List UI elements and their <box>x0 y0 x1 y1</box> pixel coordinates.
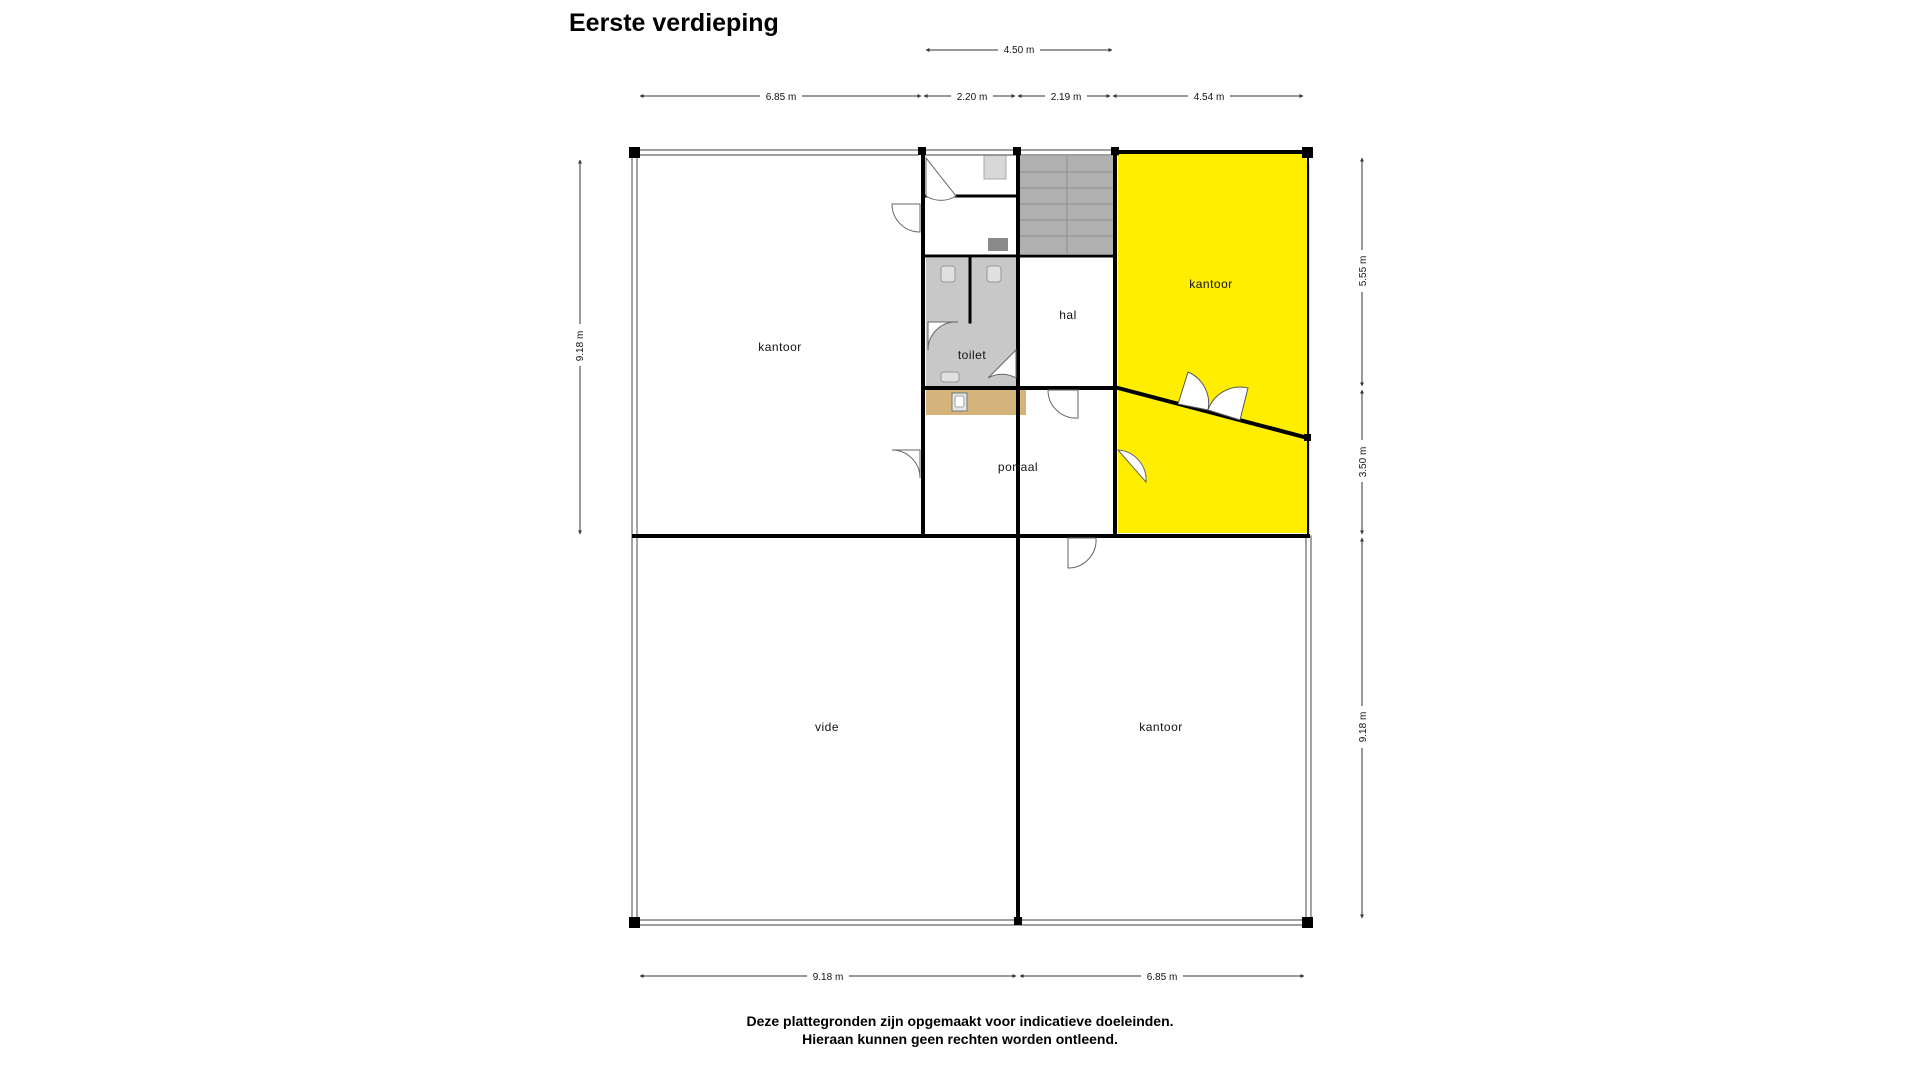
room-label-hal: hal <box>1059 308 1077 322</box>
door-swing <box>1068 538 1096 568</box>
dim-label-right-3: 9.18 m <box>1358 711 1369 743</box>
door-swing <box>892 450 920 478</box>
dim-label-top-1: 6.85 m <box>765 92 797 103</box>
room-label-toilet: toilet <box>957 348 987 362</box>
dim-label-bottom-2: 6.85 m <box>1146 972 1178 983</box>
dim-label-top-3: 2.19 m <box>1050 92 1082 103</box>
disclaimer-line-2: Hieraan kunnen geen rechten worden ontleend. <box>802 1031 1118 1047</box>
door-swing <box>892 204 920 232</box>
dim-label-right-2: 3.50 m <box>1358 446 1369 478</box>
highlighted-kantoor-fill <box>1118 154 1310 533</box>
dim-label-right-1: 5.55 m <box>1358 255 1369 287</box>
dim-label-top-4: 4.54 m <box>1193 92 1225 103</box>
door-swing <box>926 158 956 200</box>
disclaimer-line-1: Deze plattegronden zijn opgemaakt voor indicatieve doeleinden. <box>746 1013 1174 1029</box>
plan-title: Eerste verdieping <box>569 9 779 37</box>
dim-label-top-overall: 4.50 m <box>1003 45 1035 56</box>
radiator-icon <box>988 238 1008 251</box>
dim-label-top-2: 2.20 m <box>956 92 988 103</box>
room-label-kantoor-west: kantoor <box>758 340 802 354</box>
dim-label-left: 9.18 m <box>575 330 586 362</box>
disclaimer <box>560 1012 1360 1048</box>
counter <box>926 390 1026 415</box>
room-label-kantoor-south: kantoor <box>1139 720 1183 734</box>
room-label-kantoor-east: kantoor <box>1189 277 1233 291</box>
door-swing <box>1048 390 1078 418</box>
toilet-icon <box>984 155 1006 179</box>
room-label-vide: vide <box>814 720 840 734</box>
room-label-portaal: portaal <box>997 460 1039 474</box>
dim-label-bottom-1: 9.18 m <box>812 972 844 983</box>
